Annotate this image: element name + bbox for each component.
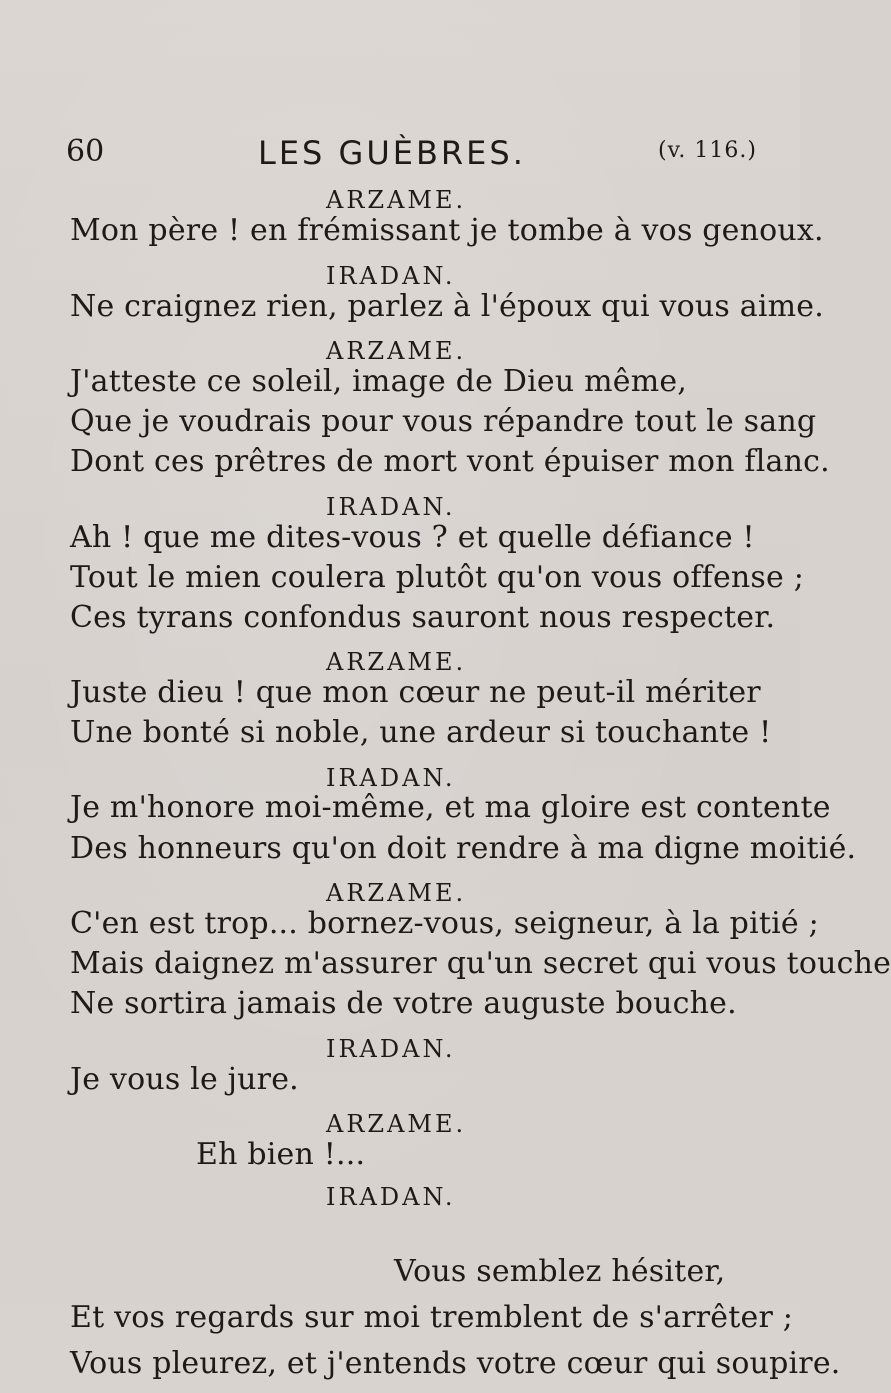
page-header — [0, 134, 800, 178]
speaker-name: IRADAN. — [326, 764, 456, 792]
speaker-name: ARZAME. — [326, 879, 467, 907]
speaker-name: ARZAME. — [326, 1110, 467, 1138]
verse-line: Des honneurs qu'on doit rendre à ma digne moitié. — [70, 831, 857, 866]
verse-reference: (v. 116.) — [658, 138, 757, 163]
verse-line: Ah ! que me dites-vous ? et quelle défiance ! — [70, 520, 755, 555]
speaker-name: ARZAME. — [326, 648, 467, 676]
verse-line: C'en est trop... bornez-vous, seigneur, à la pitié ; — [70, 906, 819, 941]
verse-line: Dont ces prêtres de mort vont épuiser mon flanc. — [70, 444, 830, 479]
verse-line: Vous pleurez, et j'entends votre cœur qui soupire. — [70, 1346, 841, 1381]
verse-line: Et vos regards sur moi tremblent de s'arrêter ; — [70, 1300, 794, 1335]
page-number: 60 — [66, 134, 105, 169]
verse-line: Tout le mien coulera plutôt qu'on vous offense ; — [70, 560, 805, 595]
speaker-name: IRADAN. — [326, 493, 456, 521]
verse-line: Que je voudrais pour vous répandre tout le sang — [70, 404, 817, 439]
verse-line: Ne sortira jamais de votre auguste bouche. — [70, 986, 737, 1021]
verse-line: J'atteste ce soleil, image de Dieu même, — [70, 364, 688, 399]
verse-line: Ces tyrans confondus sauront nous respecter. — [70, 600, 776, 635]
verse-line: Juste dieu ! que mon cœur ne peut-il mériter — [70, 675, 761, 710]
verse-line: Mais daignez m'assurer qu'un secret qui vous touche — [70, 946, 891, 981]
verse-line: Je m'honore moi-même, et ma gloire est contente — [70, 790, 831, 825]
speaker-name: IRADAN. — [326, 262, 456, 290]
speaker-name: IRADAN. — [326, 1183, 456, 1211]
verse-line: Mon père ! en frémissant je tombe à vos genoux. — [70, 213, 824, 248]
verse-line: Une bonté si noble, une ardeur si touchante ! — [70, 715, 772, 750]
running-title: LES GUÈBRES. — [258, 134, 526, 172]
speaker-name: IRADAN. — [326, 1035, 456, 1063]
speaker-name: ARZAME. — [326, 186, 467, 214]
speaker-name: ARZAME. — [326, 337, 467, 365]
verse-line: Eh bien !... — [196, 1137, 366, 1172]
verse-line: Ne craignez rien, parlez à l'époux qui vous aime. — [70, 289, 824, 324]
verse-line: Vous semblez hésiter, — [394, 1254, 726, 1289]
verse-line: Je vous le jure. — [70, 1062, 299, 1097]
